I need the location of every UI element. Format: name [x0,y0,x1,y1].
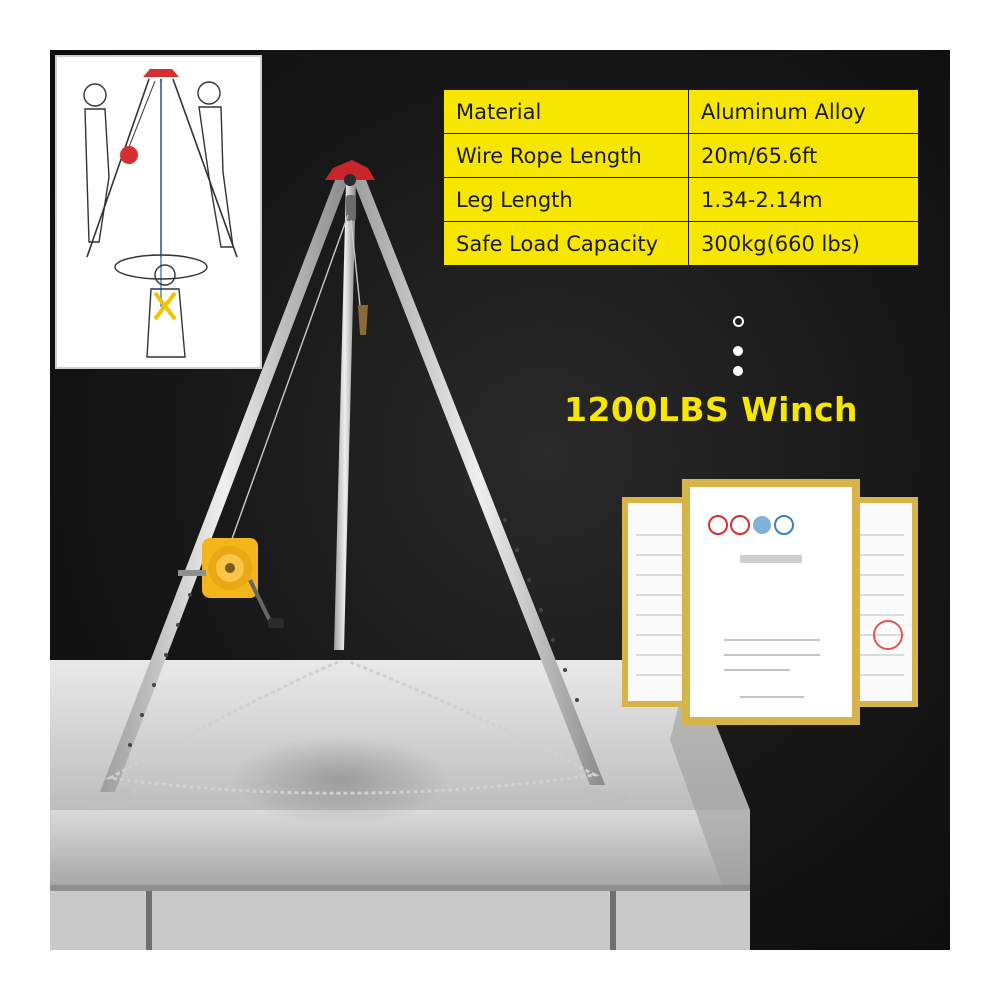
table-row [444,134,919,178]
decorative-dot [733,316,744,327]
rescue-diagram-icon [57,57,260,367]
table-row [444,178,919,222]
spec-value: 1.34-2.14m [689,178,919,222]
winch-title: 1200LBS Winch [564,390,859,429]
spec-value: 300kg(660 lbs) [689,222,919,266]
spec-value: Aluminum Alloy [689,90,919,134]
decorative-dot [733,346,743,356]
certificates-icon [620,475,920,730]
spec-value: 20m/65.6ft [689,134,919,178]
decorative-dot [733,366,743,376]
spec-label: Leg Length [444,178,689,222]
spec-label: Wire Rope Length [444,134,689,178]
table-row [444,90,919,134]
table-row [444,222,919,266]
spec-label: Material [444,90,689,134]
usage-illustration [55,55,262,369]
spec-label: Safe Load Capacity [444,222,689,266]
spec-table [443,89,919,266]
product-photo [50,50,950,950]
